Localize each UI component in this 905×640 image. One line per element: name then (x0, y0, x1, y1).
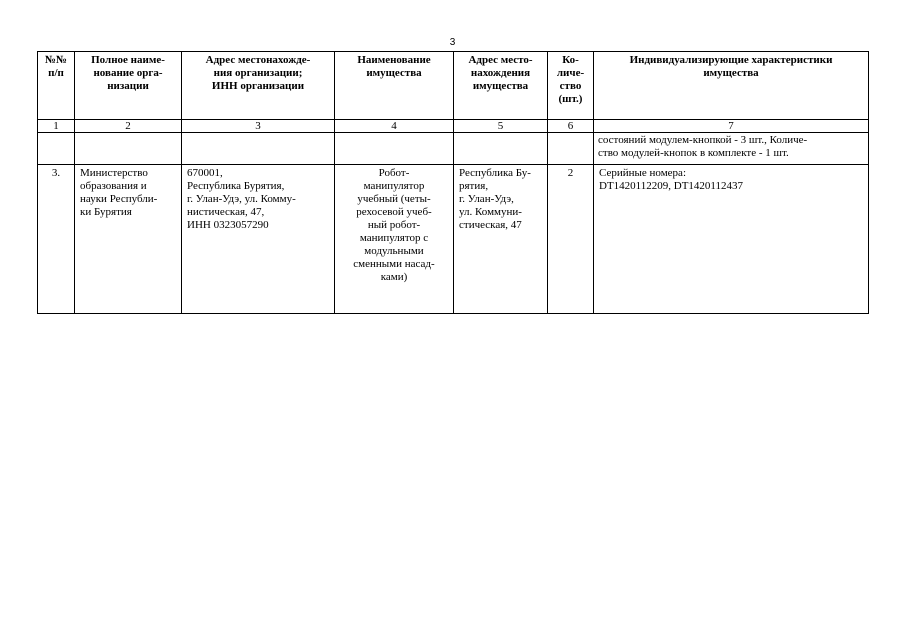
column-numbers-row (38, 120, 869, 133)
page-number: 3 (449, 37, 456, 48)
table-header-row (38, 52, 869, 120)
column-number: 2 (75, 120, 182, 133)
continuation-characteristics: состояний модулем-кнопкой - 3 шт., Количе- ство модулей-кнопок в комплекте - 1 шт. (594, 133, 869, 165)
column-number: 7 (594, 120, 869, 133)
header-property-name: Наименование имущества (335, 52, 454, 120)
property-name-cell: Робот- манипулятор учебный (четы- рехосевой учеб- ный робот- манипулятор с модульными сменными насад- ками) (335, 165, 454, 314)
characteristics-cell: Серийные номера: DT1420112209, DT1420112437 (594, 165, 869, 314)
column-number: 3 (182, 120, 335, 133)
continuation-row (38, 133, 869, 165)
column-number: 5 (454, 120, 548, 133)
property-address-cell: Республика Бу- рятия, г. Улан-Удэ, ул. Коммуни- стическая, 47 (454, 165, 548, 314)
header-org-name: Полное наиме- нование орга- низации (75, 52, 182, 120)
property-table (37, 51, 869, 314)
org-name-cell: Министерство образования и науки Республи- ки Бурятия (75, 165, 182, 314)
header-org-address: Адрес местонахожде- ния организации; ИНН организации (182, 52, 335, 120)
column-number: 1 (38, 120, 75, 133)
header-property-address: Адрес место- нахождения имущества (454, 52, 548, 120)
header-characteristics: Индивидуализирующие характеристики имущества (594, 52, 869, 120)
table-row (38, 165, 869, 314)
row-number: 3. (38, 165, 75, 314)
header-number: №№ п/п (38, 52, 75, 120)
header-quantity: Ко- личе- ство (шт.) (548, 52, 594, 120)
column-number: 4 (335, 120, 454, 133)
org-address-cell: 670001, Республика Бурятия, г. Улан-Удэ, ул. Комму- нистическая, 47, ИНН 0323057290 (182, 165, 335, 314)
column-number: 6 (548, 120, 594, 133)
quantity-cell: 2 (548, 165, 594, 314)
